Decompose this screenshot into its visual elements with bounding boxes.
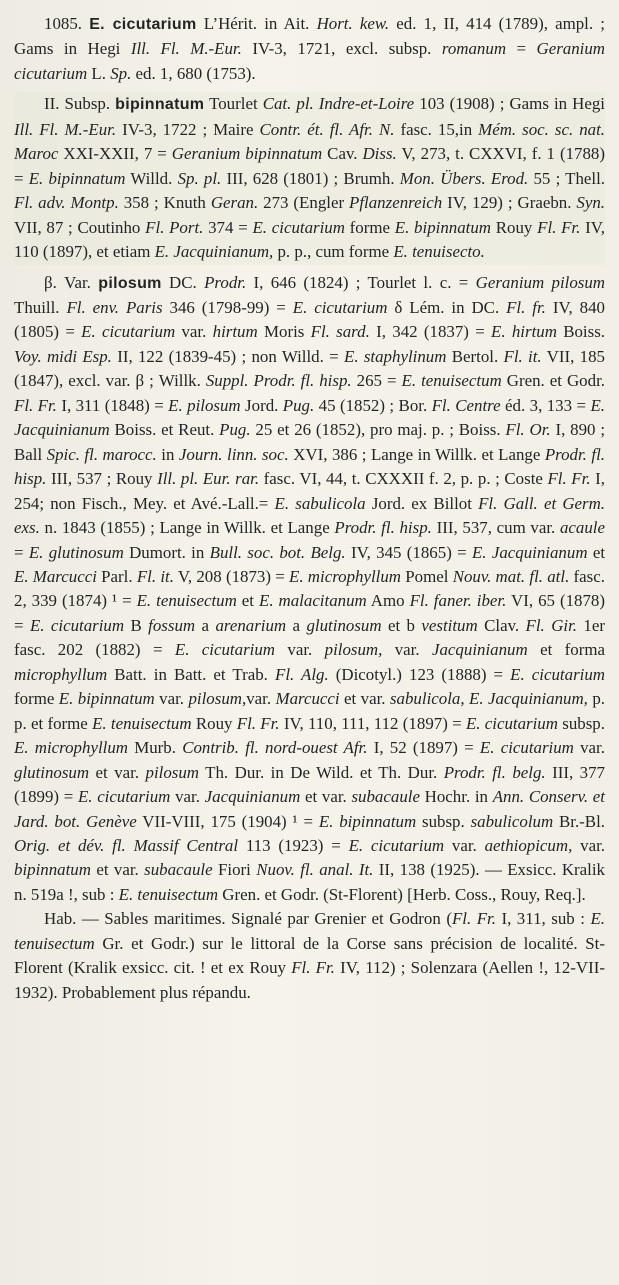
text-run: β. Var. [44, 272, 99, 292]
text-run: Gr. et Godr.) sur le littoral de la Corse sans précision de localité. St-Florent (Kralik exsicc. cit. ! et ex Rouy [14, 933, 605, 978]
text-run: et var. [90, 860, 145, 880]
italic-text: Diss. [362, 144, 397, 164]
italic-text: Cat. pl. Indre-et-Loire [262, 94, 415, 114]
text-run: Br.-Bl. [553, 811, 605, 831]
italic-text: Ill. Fl. M.-Eur. [14, 119, 117, 139]
text-run: éd. 3, 133 = [500, 395, 591, 415]
text-run: forme [344, 217, 395, 237]
italic-text: pilosum [145, 762, 200, 782]
text-run: VII-VIII, 175 (1904) ¹ = [136, 811, 319, 831]
italic-text: E. tenuisectum [92, 713, 192, 733]
italic-text: Fl. Centre [431, 395, 501, 415]
text-run: forme [14, 689, 59, 709]
text-run: Willd. [125, 168, 178, 188]
text-run: 374 = [203, 217, 253, 237]
italic-text: Fl. adv. Montp. [14, 193, 119, 213]
italic-text: Pflanzenreich [349, 193, 443, 213]
text-run: var. [154, 689, 189, 709]
text-run: et [587, 542, 606, 562]
text-run: fasc. VI, 44, t. CXXXII f. 2, p. p. ; Coste [259, 469, 548, 489]
text-run: 103 (1908) ; Gams in Hegi [414, 94, 605, 114]
text-run: Batt. in Batt. et Trab. [107, 664, 275, 684]
italic-text: Prodr. fl. belg. [443, 762, 546, 782]
text-run: Parl. [96, 566, 137, 586]
text-run: et var. [300, 787, 352, 807]
text-run: = [506, 39, 537, 59]
italic-text: Fl. Fr. [537, 217, 581, 237]
italic-text: glutinosum [306, 615, 382, 635]
text-run: Hochr. in [419, 787, 493, 807]
text-run: Murb. [127, 738, 183, 758]
text-run: Gren. et Godr. (St-Florent) [Herb. Coss., Rouy, Req.]. [218, 884, 586, 904]
text-run: Boiss. et Reut. [109, 420, 220, 440]
text-run: I, 254; non Fisch., Mey. et Avé.-Lall.= [14, 469, 606, 513]
italic-text: E. staphylinum [344, 346, 447, 366]
text-run: B [124, 615, 149, 635]
italic-text: E. pilosum [168, 395, 241, 415]
italic-text: bipinnatum [14, 860, 91, 880]
text-run: Dumort. in [123, 542, 210, 562]
italic-text: E. bipinnatum [58, 689, 155, 709]
italic-text: E. cicutarium [174, 640, 275, 660]
italic-text: Fl. sard. [310, 322, 370, 342]
text-run: I, 646 (1824) ; Tourlet l. c. = [246, 272, 476, 292]
italic-text: Nuov. fl. anal. It. [256, 860, 374, 880]
italic-text: glutinosum [14, 762, 90, 782]
italic-text: Bull. soc. bot. Belg. [209, 542, 346, 562]
italic-text: subacaule [144, 860, 213, 880]
italic-text: Ill. Fl. M.-Eur. [130, 39, 242, 59]
text-run: 273 (Engler [258, 193, 350, 213]
text-run: III, 628 (1801) ; Brumh. [221, 168, 400, 188]
text-run: III, 377 (1899) = [14, 762, 605, 807]
italic-text: Jacquinianum [204, 787, 301, 807]
italic-text: Fl. Port. [145, 217, 204, 237]
italic-text: Sp. pl. [177, 168, 222, 188]
italic-text: Pug. [282, 395, 315, 415]
text-run: et b [381, 615, 422, 635]
text-run: V, 273, t. CXXVI, f. 1 (1788) = [14, 144, 605, 188]
italic-text: Nouv. mat. fl. atl. [452, 566, 570, 586]
italic-text: pilosum, [188, 689, 247, 709]
italic-text: E. hirtum [491, 322, 557, 342]
text-run: et var. [89, 762, 146, 782]
text-run: Cav. [322, 144, 363, 164]
italic-text: E. cicutarium [77, 787, 171, 807]
text-run: var. [572, 835, 605, 855]
text-run: Bertol. [446, 346, 504, 366]
italic-text: Contr. ét. fl. Afr. N. [259, 119, 395, 139]
italic-text: vestitum [421, 615, 478, 635]
italic-text: Fl. Gir. [525, 615, 578, 635]
text-run: DC. [161, 272, 205, 292]
italic-text: Hort. kew. [316, 14, 390, 33]
text-run: Clav. [477, 615, 526, 635]
italic-text: Ill. pl. Eur. rar. [157, 469, 260, 489]
italic-text: Prodr. fl. hisp. [334, 518, 432, 538]
italic-text: E. cicutarium [348, 835, 445, 855]
text-run: Th. Dur. in De Wild. et Th. Dur. [199, 762, 444, 782]
italic-text: Orig. et dév. fl. Massif Central [14, 835, 239, 855]
italic-text: Mém. soc. sc. nat. Maroc [14, 119, 606, 164]
text-run: I, 311, sub : [495, 909, 591, 929]
italic-text: Geran. [210, 193, 259, 213]
text-run: VII, 87 ; Coutinho [14, 217, 146, 237]
italic-text: microphyllum [14, 664, 108, 684]
italic-text: sabulicolum [470, 811, 554, 831]
italic-text: aethiopicum, [484, 835, 573, 855]
text-run: III, 537, cum var. [431, 518, 560, 538]
text-run: IV, 129) ; Graebn. [442, 193, 577, 213]
entry-1085-paragraph [14, 12, 605, 86]
text-run: Amo [366, 591, 410, 611]
text-run: VI, 65 (1878) = [14, 591, 605, 635]
italic-text: Fl. Gall. et Germ. exs. [14, 493, 606, 538]
italic-text: pilosum, [324, 640, 383, 660]
italic-text: Geranium bipinnatum [171, 144, 323, 164]
italic-text: E. tenuisectum [401, 371, 502, 391]
italic-text: E. Jacquinianum [14, 395, 605, 440]
habitat-paragraph [14, 907, 605, 1005]
text-run: Moris [257, 322, 311, 342]
italic-text: Fl. Fr. [547, 469, 591, 489]
italic-text: E. cicutarium [465, 713, 558, 733]
italic-text: Spic. fl. marocc. [46, 444, 157, 464]
italic-text: E. bipinnatum [318, 811, 417, 831]
text-run: III, 537 ; Rouy [46, 469, 158, 489]
italic-text: E. Marcucci [14, 566, 97, 586]
italic-text: E. tenuisectum [118, 884, 219, 904]
italic-text: Geranium pilosum [475, 272, 605, 292]
italic-text: sabulicola, E. Jacquinianum, [389, 689, 588, 709]
text-run: a [195, 615, 216, 635]
taxon-name: E. cicutarium [89, 16, 197, 33]
text-run: I, 311 (1848) = [56, 395, 169, 415]
text-run: IV, 110 (1897), et etiam [14, 217, 605, 262]
text-run: var. [274, 640, 325, 660]
italic-text: Fl. it. [136, 566, 174, 586]
italic-text: E. tenuisectum [136, 591, 237, 611]
text-run: II, 122 (1839-45) ; non Willd. = [111, 346, 344, 366]
text-run: ed. 1, 680 (1753). [131, 63, 256, 83]
italic-text: Fl. Fr. [291, 958, 335, 978]
text-run: Hab. — Sables maritimes. Signalé par Grenier et Godron ( [44, 909, 452, 929]
italic-text: subacaule [351, 787, 420, 807]
text-run: 55 ; Thell. [528, 168, 606, 188]
text-run: Fiori [212, 860, 257, 880]
text-run: var. [170, 787, 205, 807]
italic-text: E. cicutarium [81, 322, 176, 342]
italic-text: Fl. Fr. [14, 395, 57, 415]
text-run: var. [382, 640, 432, 660]
italic-text: Fl. fr. [506, 297, 546, 317]
italic-text: arenarium [215, 615, 287, 635]
text-run: 346 (1798-99) = [162, 297, 293, 317]
text-run: VII, 185 (1847), excl. var. β ; Willk. [14, 346, 605, 391]
italic-text: E. bipinnatum [394, 217, 492, 237]
text-run: I, 52 (1897) = [367, 738, 480, 758]
italic-text: acaule [559, 518, 605, 538]
text-run: 25 et 26 (1852), pro maj. p. ; Boiss. [250, 420, 506, 440]
text-run: n. 1843 (1855) ; Lange in Willk. et Lange [39, 518, 335, 538]
text-run: Boiss. [556, 322, 605, 342]
italic-text: Sp. [110, 63, 132, 83]
text-run: et forma [527, 640, 605, 660]
italic-text: E. cicutarium [292, 297, 388, 317]
italic-text: Fl. it. [503, 346, 542, 366]
italic-text: E. Jacquinianum, [154, 242, 274, 262]
text-run: p. p. et forme [14, 689, 606, 733]
italic-text: E. glutinosum [28, 542, 124, 562]
text-run: 113 (1923) = [238, 835, 349, 855]
italic-text: E. malacitanum [259, 591, 367, 611]
text-run: I, 890 ; Ball [14, 420, 606, 464]
taxon-name: pilosum [98, 274, 162, 292]
text-run: Rouy [491, 217, 538, 237]
italic-text: Mon. Übers. Erod. [399, 168, 529, 188]
italic-text: Fl. Fr. [451, 909, 496, 929]
text-run: IV, 112) ; Solenzara (Aellen !, 12-VII-1932). Probablement plus répandu. [14, 958, 605, 1002]
var-pilosum-paragraph [14, 271, 605, 908]
italic-text: E. Jacquinianum [471, 542, 588, 562]
text-run: et [236, 591, 259, 611]
italic-text: Ann. Conserv. et Jard. bot. Genève [14, 787, 605, 831]
text-run: IV, 840 (1805) = [14, 297, 605, 342]
text-run: Thuill. [14, 297, 67, 317]
text-run: 265 = [351, 371, 402, 391]
text-run: 1er fasc. 202 (1882) = [14, 615, 605, 660]
text-run: δ Lém. in DC. [387, 297, 507, 317]
italic-text: E. microphyllum [289, 566, 402, 586]
text-run: (Dicotyl.) 123 (1888) = [328, 664, 511, 684]
italic-text: Prodr. fl. hisp. [14, 444, 605, 489]
italic-text: E. tenuisecto. [393, 242, 485, 262]
italic-text: E. microphyllum [14, 738, 128, 758]
text-run: 358 ; Knuth [118, 193, 211, 213]
taxon-name: bipinnatum [115, 96, 205, 114]
italic-text: E. tenuisectum [14, 909, 605, 953]
text-run: IV-3, 1721, excl. subsp. [241, 39, 442, 59]
text-run: II, 138 (1925). — Exsicc. Kralik n. 519a !, sub : [14, 860, 606, 904]
text-run: fasc. 15,in [394, 119, 479, 139]
text-run: XVI, 386 ; Lange in Willk. et Lange [288, 444, 545, 464]
text-run: var. [246, 689, 276, 709]
text-run: V, 208 (1873) = [173, 566, 290, 586]
italic-text: Jacquinianum [431, 640, 528, 660]
italic-text: Fl. env. Paris [66, 297, 163, 317]
text-run: XXI-XXII, 7 = [58, 144, 172, 164]
italic-text: hirtum [212, 322, 258, 342]
text-run: ed. 1, II, 414 (1789), ampl. ; Gams in Hegi [14, 14, 605, 59]
italic-text: Fl. Alg. [275, 664, 329, 684]
text-run: L. [87, 63, 111, 83]
text-run: a [286, 615, 307, 635]
subsp-bipinnatum-paragraph [14, 92, 605, 264]
italic-text: Fl. Or. [505, 420, 551, 440]
text-run: Rouy [191, 713, 237, 733]
italic-text: Contrib. fl. nord-ouest Afr. [182, 738, 368, 758]
text-run: Jord. [240, 395, 283, 415]
italic-text: E. cicutarium [29, 615, 125, 635]
text-run: p. p., cum forme [273, 242, 394, 262]
text-run: var. [573, 738, 605, 758]
text-run: in [156, 444, 179, 464]
italic-text: Pug. [219, 420, 251, 440]
italic-text: Geranium cicutarium [14, 39, 605, 83]
italic-text: Syn. [576, 193, 605, 213]
text-run: Gren. et Godr. [501, 371, 605, 391]
text-run: var. [175, 322, 213, 342]
text-run: IV, 110, 111, 112 (1897) = [279, 713, 466, 733]
italic-text: Journ. linn. soc. [178, 444, 289, 464]
text-run: subsp. [557, 713, 605, 733]
text-run: IV, 345 (1865) = [345, 542, 472, 562]
italic-text: E. bipinnatum [28, 168, 126, 188]
italic-text: Fl. Fr. [236, 713, 280, 733]
text-run: L’Hérit. in Ait. [196, 14, 317, 33]
italic-text: E. sabulicola [274, 493, 366, 513]
italic-text: Fl. faner. iber. [409, 591, 507, 611]
text-run: Tourlet [204, 94, 263, 114]
text-run: fasc. 2, 339 (1874) ¹ = [14, 566, 605, 611]
text-run: Pomel [401, 566, 453, 586]
italic-text: Suppl. Prodr. fl. hisp. [205, 371, 352, 391]
text-run: 1085. [44, 14, 90, 33]
italic-text: E. cicutarium [252, 217, 345, 237]
italic-text: Voy. midi Esp. [14, 346, 112, 366]
italic-text: E. cicutarium [479, 738, 574, 758]
italic-text: Marcucci [275, 689, 340, 709]
text-run: 45 (1852) ; Bor. [314, 395, 432, 415]
text-run: I, 342 (1837) = [369, 322, 492, 342]
text-run: var. [444, 835, 485, 855]
text-run: IV-3, 1722 ; Maire [116, 119, 260, 139]
text-run: Jord. ex Billot [365, 493, 479, 513]
text-run: et var. [339, 689, 390, 709]
text-run: subsp. [416, 811, 471, 831]
italic-text: romanum [441, 39, 507, 59]
text-run: II. Subsp. [44, 94, 116, 114]
italic-text: E. cicutarium [510, 664, 605, 684]
italic-text: fossum [148, 615, 196, 635]
italic-text: Prodr. [204, 272, 247, 292]
text-run: = [14, 542, 29, 562]
